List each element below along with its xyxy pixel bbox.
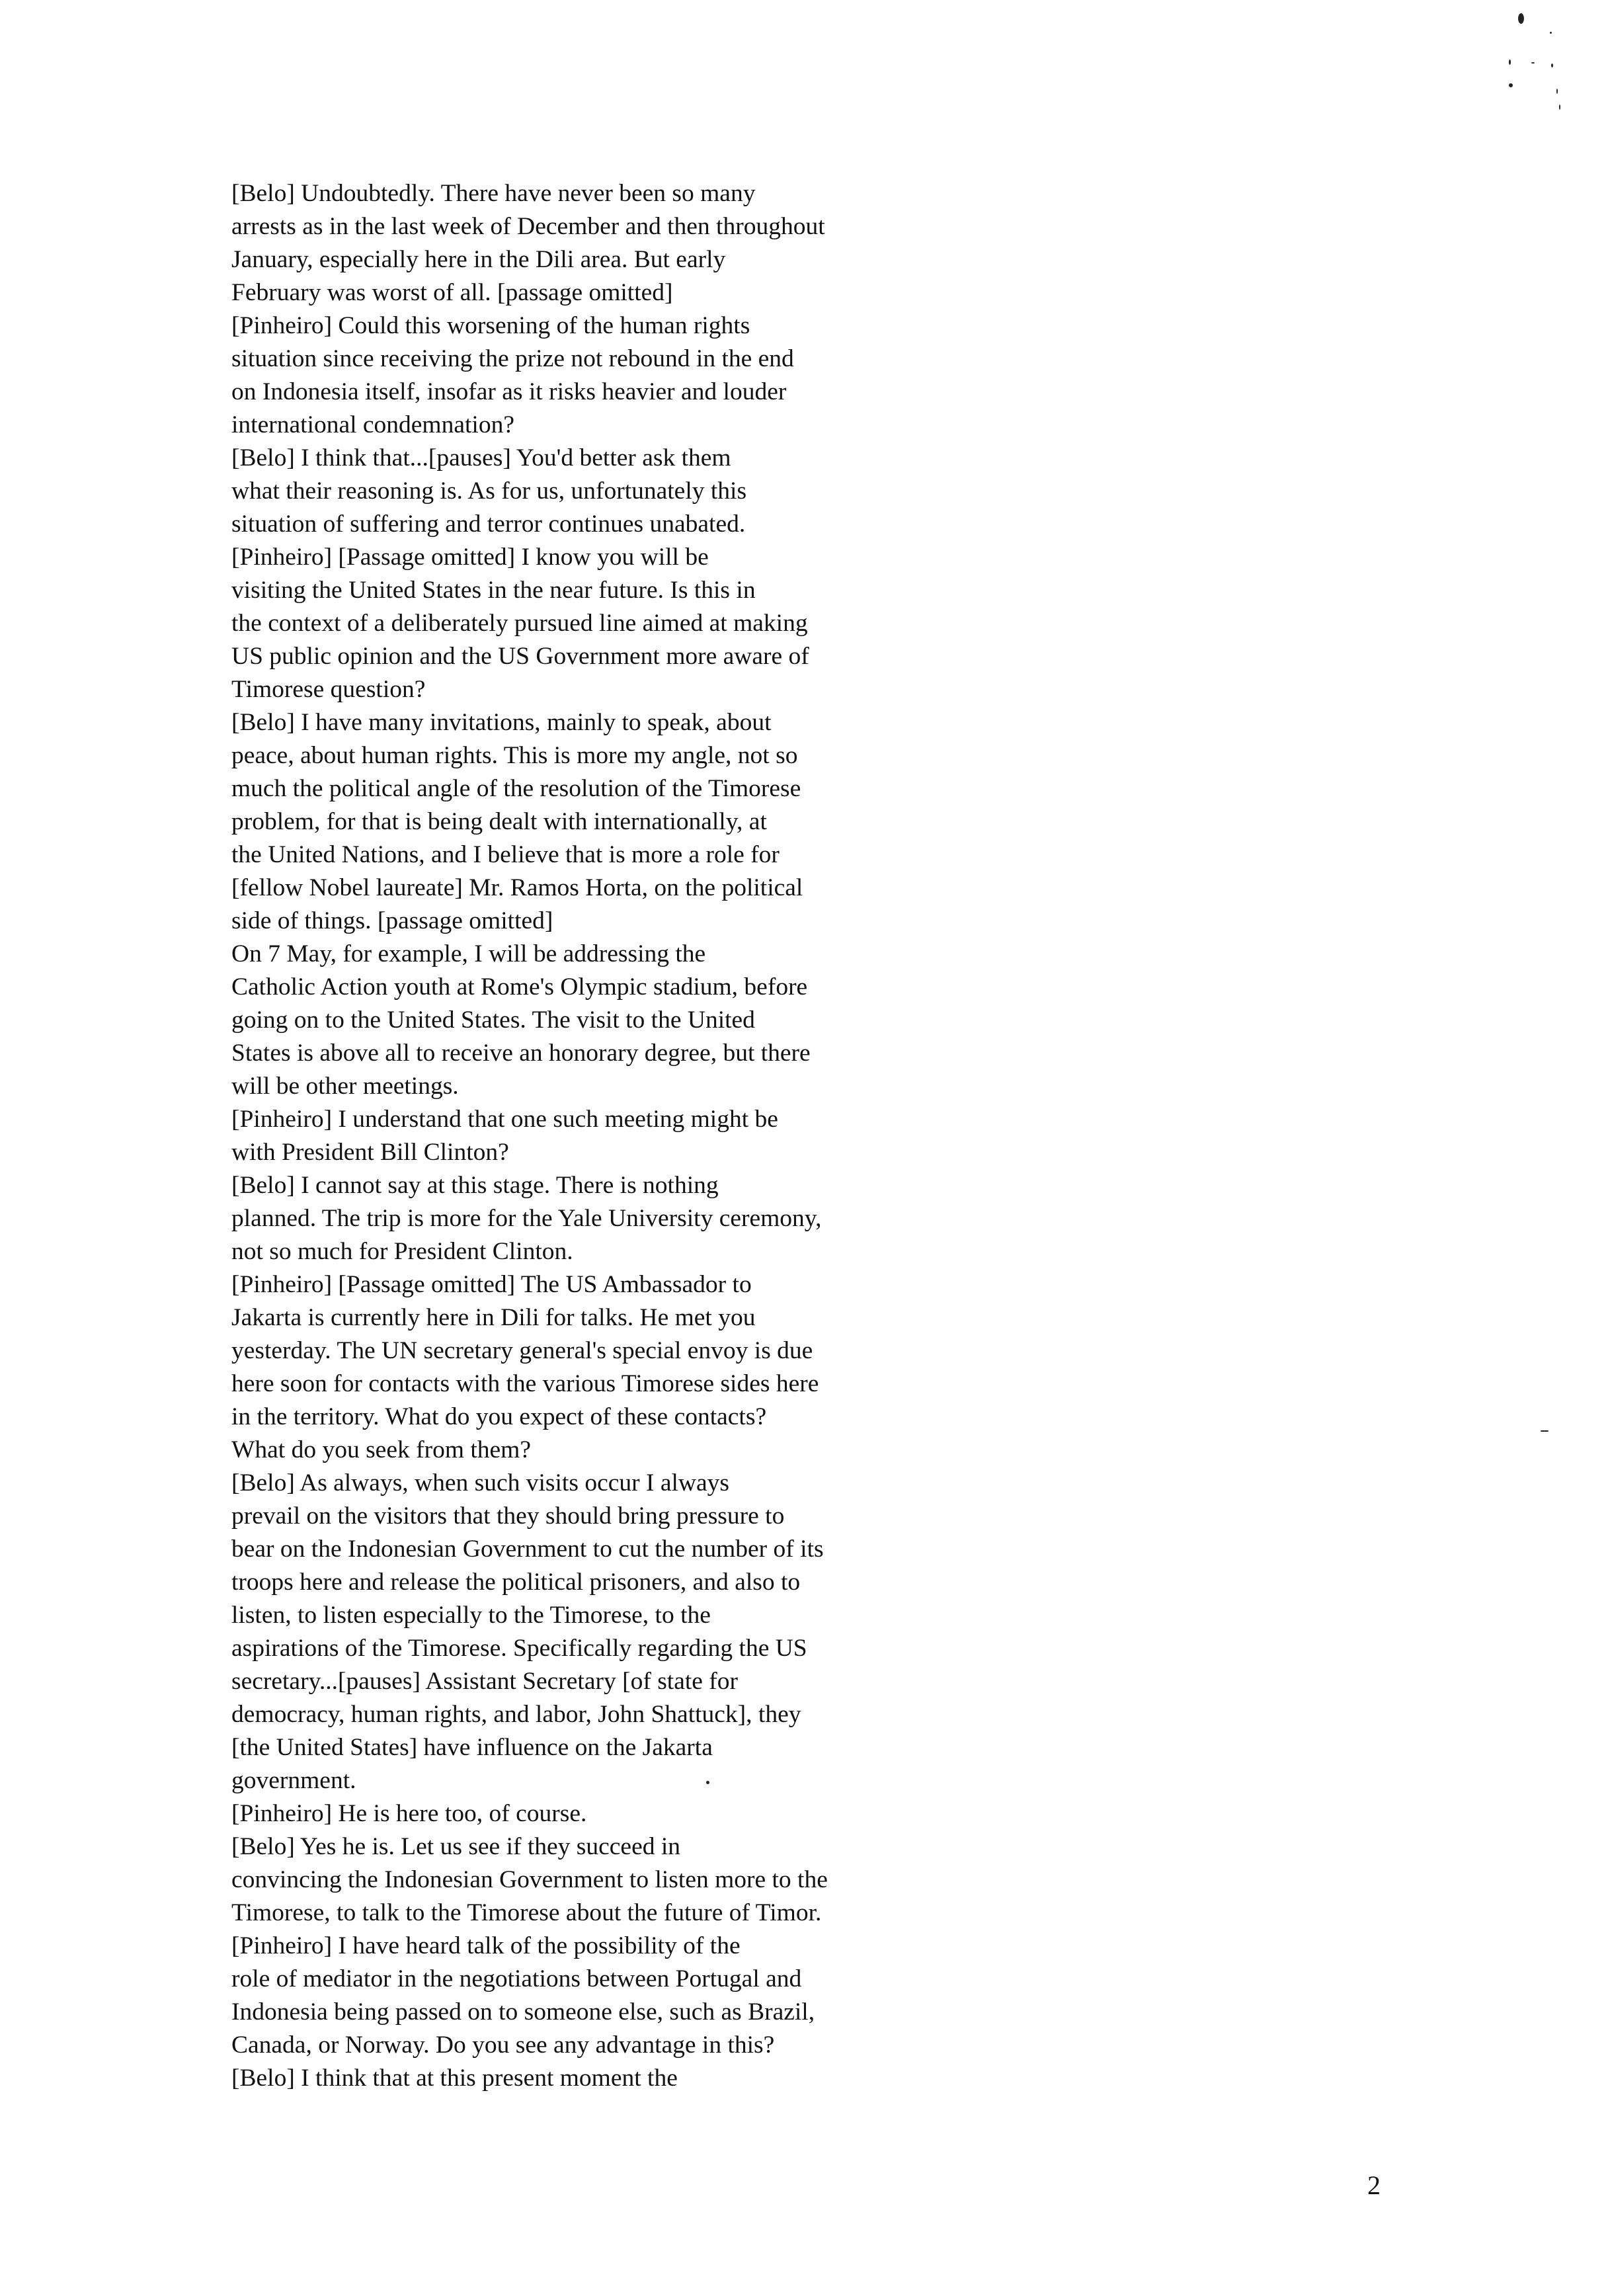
text-line: [Belo] Yes he is. Let us see if they succeed in: [231, 1833, 681, 1860]
text-line: Catholic Action youth at Rome's Olympic stadium, before: [231, 973, 808, 1001]
scan-mark: [1556, 89, 1558, 94]
text-line: government.: [231, 1767, 356, 1794]
text-line: [fellow Nobel laureate] Mr. Ramos Horta, on the political: [231, 874, 803, 901]
text-line: will be other meetings.: [231, 1073, 459, 1100]
text-line: bear on the Indonesian Government to cut the number of its: [231, 1536, 824, 1563]
text-line: on Indonesia itself, insofar as it risks heavier and louder: [231, 378, 787, 405]
text-line: role of mediator in the negotiations between Portugal and: [231, 1965, 802, 1992]
text-line: Timorese question?: [231, 676, 426, 703]
scan-mark: [1551, 63, 1553, 67]
text-line: [Belo] I think that at this present moment the: [231, 2065, 678, 2092]
scan-mark: [1550, 32, 1552, 34]
scan-mark: [1559, 104, 1560, 110]
text-line: the context of a deliberately pursued line aimed at making: [231, 610, 808, 637]
text-line: Jakarta is currently here in Dili for talks. He met you: [231, 1304, 756, 1331]
text-line: On 7 May, for example, I will be addressing the: [231, 940, 706, 967]
text-line: peace, about human rights. This is more my angle, not so: [231, 742, 798, 769]
page-number: 2: [1367, 2170, 1381, 2200]
text-line: [Pinheiro] I have heard talk of the possibility of the: [231, 1932, 741, 1959]
text-line: international condemnation?: [231, 411, 514, 438]
text-line: with President Bill Clinton?: [231, 1139, 509, 1166]
text-line: February was worst of all. [passage omitted]: [231, 279, 673, 306]
text-line: the United Nations, and I believe that is more a role for: [231, 841, 780, 868]
text-line: What do you seek from them?: [231, 1436, 531, 1463]
text-line: visiting the United States in the near future. Is this in: [231, 577, 756, 604]
text-line: [the United States] have influence on the Jakarta: [231, 1734, 713, 1761]
text-line: situation since receiving the prize not rebound in the end: [231, 345, 794, 372]
text-line: January, especially here in the Dili area. But early: [231, 246, 726, 273]
text-line: here soon for contacts with the various Timorese sides here: [231, 1370, 819, 1397]
text-line: prevail on the visitors that they should bring pressure to: [231, 1502, 785, 1530]
text-line: States is above all to receive an honorary degree, but there: [231, 1040, 811, 1067]
text-line: [Pinheiro] I understand that one such meeting might be: [231, 1106, 778, 1133]
text-line: side of things. [passage omitted]: [231, 907, 553, 934]
scan-mark: [1509, 83, 1513, 87]
text-line: US public opinion and the US Government more aware of: [231, 643, 809, 670]
text-line: [Pinheiro] [Passage omitted] I know you will be: [231, 544, 709, 571]
text-line: problem, for that is being dealt with internationally, at: [231, 808, 767, 835]
text-line: Timorese, to talk to the Timorese about the future of Timor.: [231, 1899, 822, 1926]
text-line: [Belo] I think that...[pauses] You'd better ask them: [231, 444, 731, 472]
text-line: democracy, human rights, and labor, John Shattuck], they: [231, 1701, 801, 1728]
text-line: [Belo] As always, when such visits occur I always: [231, 1469, 729, 1496]
text-line: [Pinheiro] [Passage omitted] The US Ambassador to: [231, 1271, 752, 1298]
text-line: planned. The trip is more for the Yale University ceremony,: [231, 1205, 822, 1232]
scan-mark: [1518, 13, 1524, 24]
body-text: [231, 177, 1210, 2095]
text-line: listen, to listen especially to the Timorese, to the: [231, 1602, 711, 1629]
text-line: [Pinheiro] Could this worsening of the human rights: [231, 312, 750, 339]
text-line: Indonesia being passed on to someone else, such as Brazil,: [231, 1998, 815, 2026]
text-line: [Belo] I have many invitations, mainly to speak, about: [231, 709, 772, 736]
text-line: not so much for President Clinton.: [231, 1238, 573, 1265]
scan-mark: [1541, 1430, 1548, 1432]
scan-mark: [1509, 60, 1511, 65]
text-line: situation of suffering and terror continues unabated.: [231, 511, 746, 538]
text-line: in the territory. What do you expect of these contacts?: [231, 1403, 767, 1430]
text-line: troops here and release the political prisoners, and also to: [231, 1569, 801, 1596]
scan-mark: [1531, 62, 1535, 63]
text-line: secretary...[pauses] Assistant Secretary [of state for: [231, 1668, 739, 1695]
text-line: Canada, or Norway. Do you see any advantage in this?: [231, 2031, 775, 2059]
text-line: [Belo] Undoubtedly. There have never been so many: [231, 180, 756, 207]
text-line: arrests as in the last week of December and then throughout: [231, 213, 825, 240]
text-line: [Belo] I cannot say at this stage. There is nothing: [231, 1172, 719, 1199]
text-line: much the political angle of the resolution of the Timorese: [231, 775, 801, 802]
text-line: aspirations of the Timorese. Specifically regarding the US: [231, 1635, 807, 1662]
text-line: yesterday. The UN secretary general's special envoy is due: [231, 1337, 813, 1364]
text-line: [Pinheiro] He is here too, of course.: [231, 1800, 587, 1827]
text-line: going on to the United States. The visit to the United: [231, 1006, 755, 1034]
text-line: what their reasoning is. As for us, unfortunately this: [231, 477, 747, 505]
text-line: convincing the Indonesian Government to listen more to the: [231, 1866, 828, 1893]
